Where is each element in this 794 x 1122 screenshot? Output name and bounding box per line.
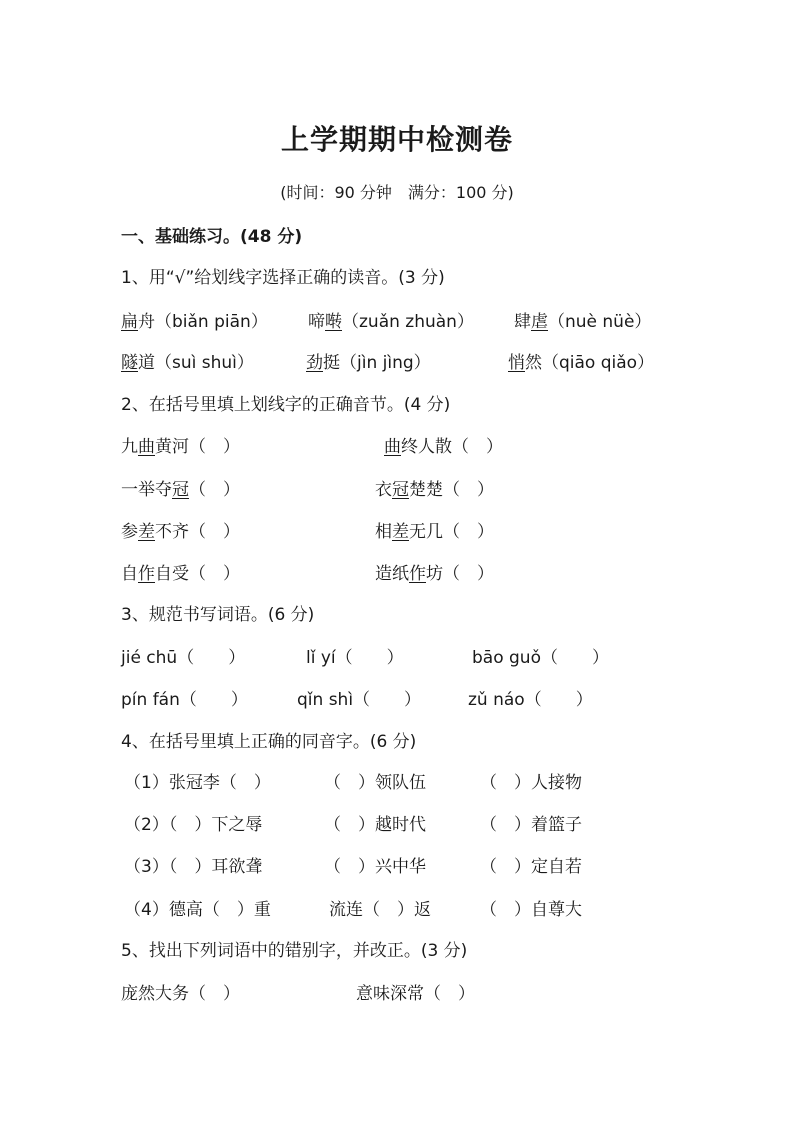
q2-item: 相差无几（ ） (375, 522, 494, 542)
q4-item: （2）（ ）下之辱 (124, 815, 263, 835)
q1-item: 肆虐（nuè nüè） (514, 312, 652, 332)
q4-item: （ ）领队伍 (324, 773, 426, 793)
section-heading-basics: 一、基础练习。(48 分) (121, 227, 303, 247)
q2-item: 自作自受（ ） (121, 564, 240, 584)
q1-item: 悄然（qiāo qiǎo） (508, 353, 655, 373)
q1-item: 扁舟（biǎn piān） (121, 312, 268, 332)
q3-item: pín fán（ ） (121, 690, 248, 710)
question-2-prompt: 2、在括号里填上划线字的正确音节。(4 分) (121, 395, 451, 415)
q1-item: 啼啭（zuǎn zhuàn） (308, 312, 474, 332)
q4-item: （4）德高（ ）重 (124, 900, 271, 920)
q4-item: （ ）定自若 (480, 857, 582, 877)
q4-item: （ ）人接物 (480, 773, 582, 793)
q2-item: 造纸作坊（ ） (375, 564, 494, 584)
q4-item: （1）张冠李（ ） (124, 773, 271, 793)
q4-item: （3）（ ）耳欲聋 (124, 857, 263, 877)
q2-item: 一举夺冠（ ） (121, 480, 240, 500)
q5-item: 庞然大务（ ） (121, 984, 240, 1004)
q3-item: lǐ yí（ ） (306, 648, 404, 668)
question-5-prompt: 5、找出下列词语中的错别字，并改正。(3 分) (121, 941, 468, 961)
question-3-prompt: 3、规范书写词语。(6 分) (121, 605, 315, 625)
q2-item: 衣冠楚楚（ ） (375, 480, 494, 500)
page-title: 上学期期中检测卷 (280, 123, 513, 156)
q2-item: 九曲黄河（ ） (121, 437, 240, 457)
q4-item: （ ）越时代 (324, 815, 426, 835)
q4-item: （ ）着篮子 (480, 815, 582, 835)
q2-item: 曲终人散（ ） (384, 437, 503, 457)
q2-item: 参差不齐（ ） (121, 522, 240, 542)
q4-item: （ ）自尊大 (480, 900, 582, 920)
question-1-prompt: 1、用“√”给划线字选择正确的读音。(3 分) (121, 268, 445, 288)
q3-item: zǔ náo（ ） (468, 690, 593, 710)
q3-item: bāo guǒ（ ） (472, 648, 609, 668)
q5-item: 意味深常（ ） (356, 984, 475, 1004)
q4-item: （ ）兴中华 (324, 857, 426, 877)
question-4-prompt: 4、在括号里填上正确的同音字。(6 分) (121, 732, 417, 752)
q4-item: 流连（ ）返 (329, 900, 431, 920)
q1-item: 劲挺（jìn jìng） (306, 353, 431, 373)
q3-item: jié chū（ ） (121, 648, 246, 668)
q1-item: 隧道（suì shuì） (121, 353, 254, 373)
exam-info: (时间：90 分钟 满分：100 分) (280, 183, 514, 202)
q3-item: qǐn shì（ ） (297, 690, 422, 710)
